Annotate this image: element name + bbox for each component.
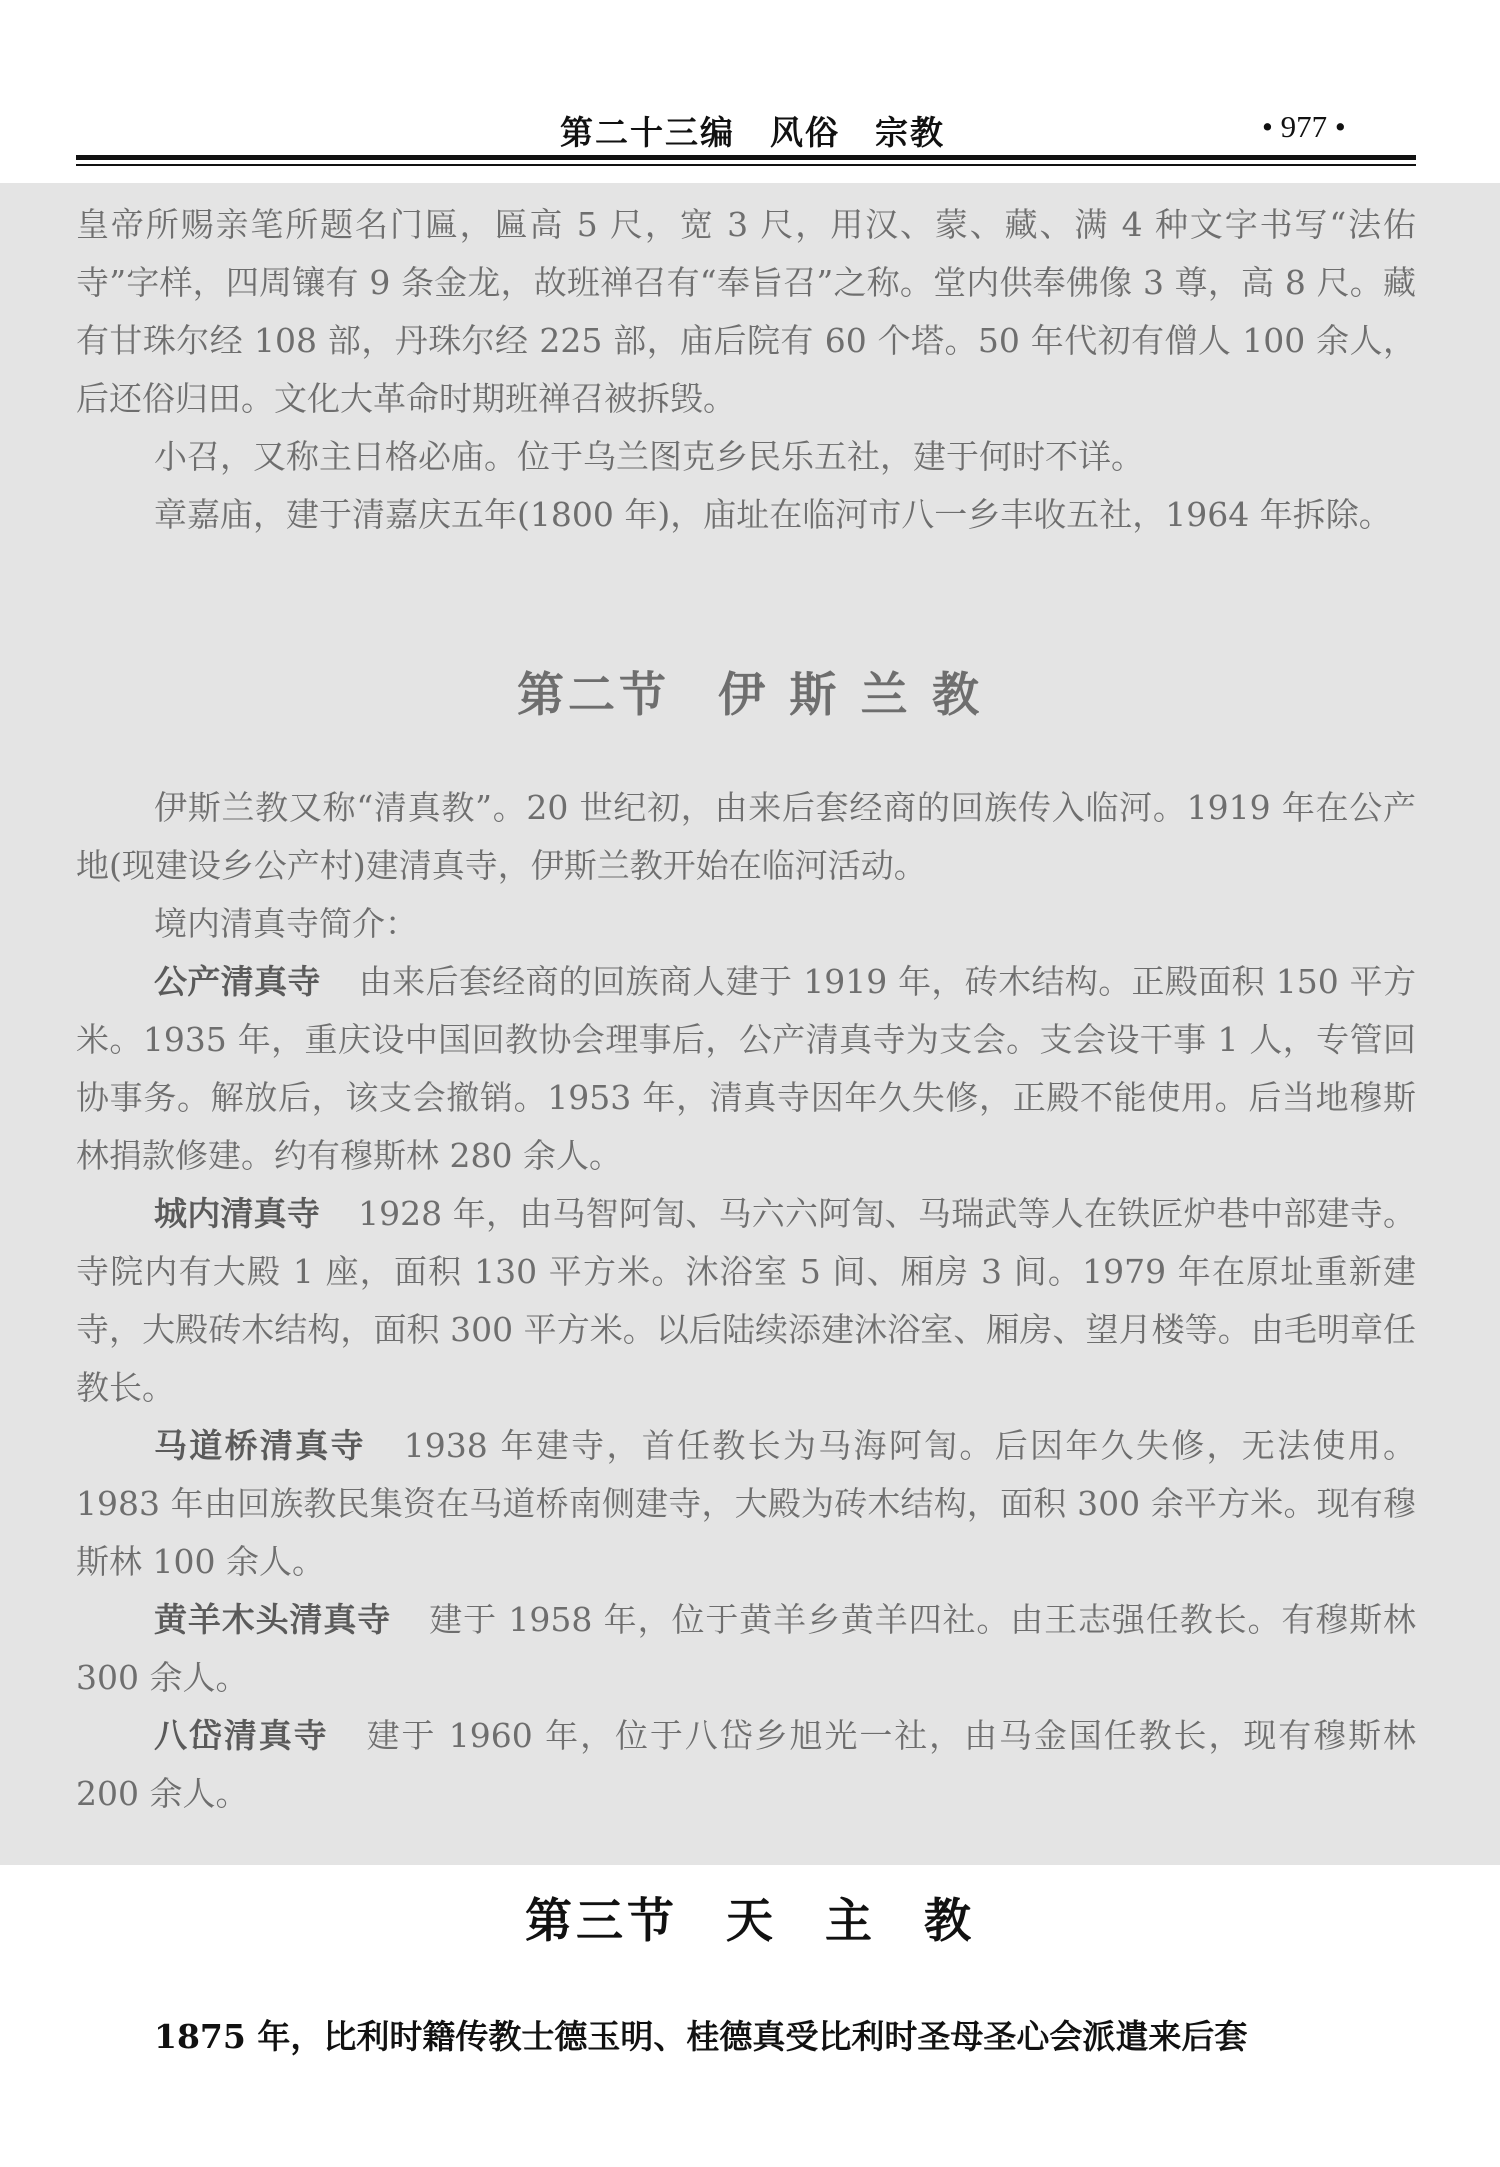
section-name: 伊 斯 兰 教	[717, 668, 984, 723]
mosque-entry	[76, 1185, 1416, 1417]
running-header-title: 第二十三编 风俗 宗教	[560, 113, 945, 152]
mosque-entry	[76, 953, 1416, 1185]
continued-text-block	[76, 196, 1416, 544]
page-number: • 977 •	[1262, 109, 1346, 144]
section-name-char: 主	[825, 1894, 876, 1949]
mosque-entry	[76, 1417, 1416, 1591]
mosque-name: 八岱清真寺	[154, 1716, 329, 1755]
section-title-islam	[0, 658, 1500, 725]
mosque-name: 马道桥清真寺	[154, 1426, 366, 1465]
islam-section-body	[76, 779, 1416, 1823]
mosque-description: 1928 年，由马智阿訇、马六六阿訇、马瑞武等人在铁匠炉巷中部建寺。寺院内有大殿 1 座，面积 130 平方米。沐浴室 5 间、厢房 3 间。1979 年在原址重新建寺，大殿砖木结构，面积 300 平方米。以后陆续添建沐浴室、厢房、望月楼等。由毛明章任教长。	[76, 1194, 1416, 1407]
mosque-description: 1938 年建寺，首任教长为马海阿訇。后因年久失修，无法使用。1983 年由回族教民集资在马道桥南侧建寺，大殿为砖木结构，面积 300 余平方米。现有穆斯林 100 余人。	[76, 1426, 1417, 1581]
islam-intro: 伊斯兰教又称“清真教”。20 世纪初，由来后套经商的回族传入临河。1919 年在公产地(现建设乡公产村)建清真寺，伊斯兰教开始在临河活动。	[76, 788, 1416, 885]
mosque-name: 公产清真寺	[154, 962, 321, 1001]
mosque-entry	[76, 1707, 1416, 1823]
section-name-char: 教	[924, 1894, 975, 1949]
section-number: 第二节	[516, 668, 670, 723]
paragraph-zhangjia-miao: 章嘉庙，建于清嘉庆五年(1800 年)，庙址在临河市八一乡丰收五社，1964 年拆除。	[154, 495, 1392, 534]
mosque-description: 建于 1958 年，位于黄羊乡黄羊四社。由王志强任教长。有穆斯林 300 余人。	[76, 1600, 1416, 1697]
mosque-name: 黄羊木头清真寺	[154, 1600, 392, 1639]
mosque-description: 建于 1960 年，位于八岱乡旭光一社，由马金国任教长，现有穆斯林 200 余人。	[76, 1716, 1417, 1813]
section-number: 第三节	[525, 1894, 678, 1949]
catholicism-intro: 1875 年，比利时籍传教士德玉明、桂德真受比利时圣母圣心会派遣来后套	[154, 2017, 1248, 2056]
header-rule-thin	[76, 164, 1416, 166]
header-rule-thick	[76, 155, 1416, 160]
section-title-catholicism	[0, 1884, 1500, 1951]
mosque-entry	[76, 1591, 1416, 1707]
paragraph-banchan-zhao: 皇帝所赐亲笔所题名门匾，匾高 5 尺，宽 3 尺，用汉、蒙、藏、满 4 种文字书写“法佑寺”字样，四周镶有 9 条金龙，故班禅召有“奉旨召”之称。堂内供奉佛像 3 尊，高 8 尺。藏有甘珠尔经 108 部，丹珠尔经 225 部，庙后院有 60 个塔。50 年代初有僧人 100 余人，后还俗归田。文化大革命时期班禅召被拆毁。	[76, 205, 1416, 418]
page-header	[0, 95, 1500, 160]
section-name-char: 天	[726, 1894, 777, 1949]
mosque-description: 由来后套经商的回族商人建于 1919 年，砖木结构。正殿面积 150 平方米。1935 年，重庆设中国回教协会理事后，公产清真寺为支会。支会设干事 1 人，专管回协事务。解放后，该支会撤销。1953 年，清真寺因年久失修，正殿不能使用。后当地穆斯林捐款修建。约有穆斯林 280 余人。	[76, 962, 1416, 1175]
mosque-list-heading: 境内清真寺简介：	[154, 904, 418, 943]
paragraph-xiao-zhao: 小召，又称主日格必庙。位于乌兰图克乡民乐五社，建于何时不详。	[154, 437, 1144, 476]
mosque-name: 城内清真寺	[154, 1194, 321, 1233]
